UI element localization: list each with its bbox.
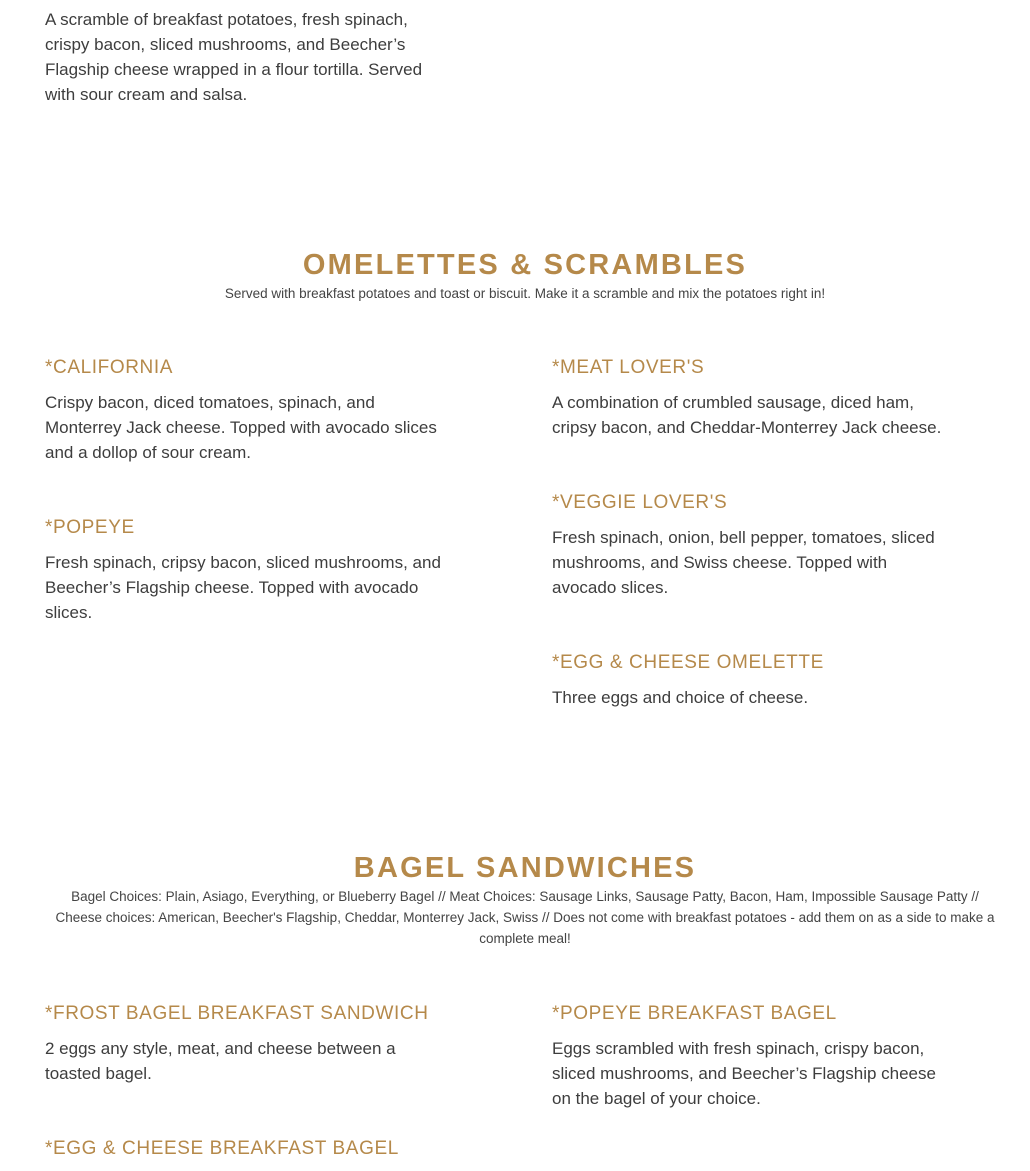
menu-item-egg-cheese-bagel bbox=[45, 1138, 465, 1171]
menu-item-description: A combination of crumbled sausage, diced ham, cripsy bacon, and Cheddar-Monterrey Jack cheese. bbox=[552, 393, 942, 437]
section-subtitle-bagels: Bagel Choices: Plain, Asiago, Everything, or Blueberry Bagel // Meat Choices: Sausage Links, Sausage Patty, Bacon, Ham, Impossible Sausage Patty // Cheese choices: American, Beecher's Flagship, Cheddar, Monterrey Jack, Swiss // Does not come with breakfast potatoes - add them on as a side to make a complete meal! bbox=[55, 889, 995, 946]
menu-item-description: Fresh spinach, cripsy bacon, sliced mushrooms, and Beecher’s Flagship cheese. Topped with avocado slices. bbox=[45, 553, 441, 622]
menu-item-popeye-bagel bbox=[552, 1003, 952, 1111]
menu-item-description: A scramble of breakfast potatoes, fresh spinach, crispy bacon, sliced mushrooms, and Beecher’s Flagship cheese wrapped in a flour tortilla. Served with sour cream and salsa. bbox=[45, 10, 423, 104]
menu-item-title: *MEAT LOVER'S bbox=[552, 357, 705, 378]
menu-item-description: Three eggs and choice of cheese. bbox=[552, 688, 809, 707]
menu-item-title: *EGG & CHEESE BREAKFAST BAGEL bbox=[45, 1138, 399, 1159]
menu-item-description: 2 eggs any style, meat, and cheese between a toasted bagel. bbox=[45, 1039, 396, 1083]
menu-item-popeye bbox=[45, 517, 445, 625]
section-title-omelettes: OMELETTES & SCRAMBLES bbox=[302, 249, 748, 281]
menu-item-veggie-lovers bbox=[552, 492, 947, 600]
menu-item-title: *EGG & CHEESE OMELETTE bbox=[552, 652, 824, 673]
menu-item-top bbox=[45, 7, 445, 107]
menu-item-description: Fresh spinach, onion, bell pepper, tomatoes, sliced mushrooms, and Swiss cheese. Topped with avocado slices. bbox=[552, 528, 935, 597]
menu-item-meat-lovers bbox=[552, 357, 952, 440]
menu-item-title: *VEGGIE LOVER'S bbox=[552, 492, 728, 513]
menu-item-frost-bagel bbox=[45, 1003, 465, 1086]
menu-item-title: *POPEYE BREAKFAST BAGEL bbox=[552, 1003, 837, 1024]
section-title-bagels: BAGEL SANDWICHES bbox=[353, 852, 697, 884]
menu-item-california bbox=[45, 357, 445, 465]
menu-item-title: *CALIFORNIA bbox=[45, 357, 174, 378]
menu-item-description: Eggs scrambled with fresh spinach, crispy bacon, sliced mushrooms, and Beecher’s Flagship cheese on the bagel of your choice. bbox=[552, 1039, 936, 1108]
menu-item-egg-cheese-omelette bbox=[552, 652, 952, 710]
section-subtitle-omelettes: Served with breakfast potatoes and toast or biscuit. Make it a scramble and mix the potatoes right in! bbox=[224, 286, 826, 301]
menu-item-title: *FROST BAGEL BREAKFAST SANDWICH bbox=[45, 1003, 429, 1024]
menu-item-title: *POPEYE bbox=[45, 517, 135, 538]
menu-item-description: Crispy bacon, diced tomatoes, spinach, and Monterrey Jack cheese. Topped with avocado slices and a dollop of sour cream. bbox=[45, 393, 437, 462]
